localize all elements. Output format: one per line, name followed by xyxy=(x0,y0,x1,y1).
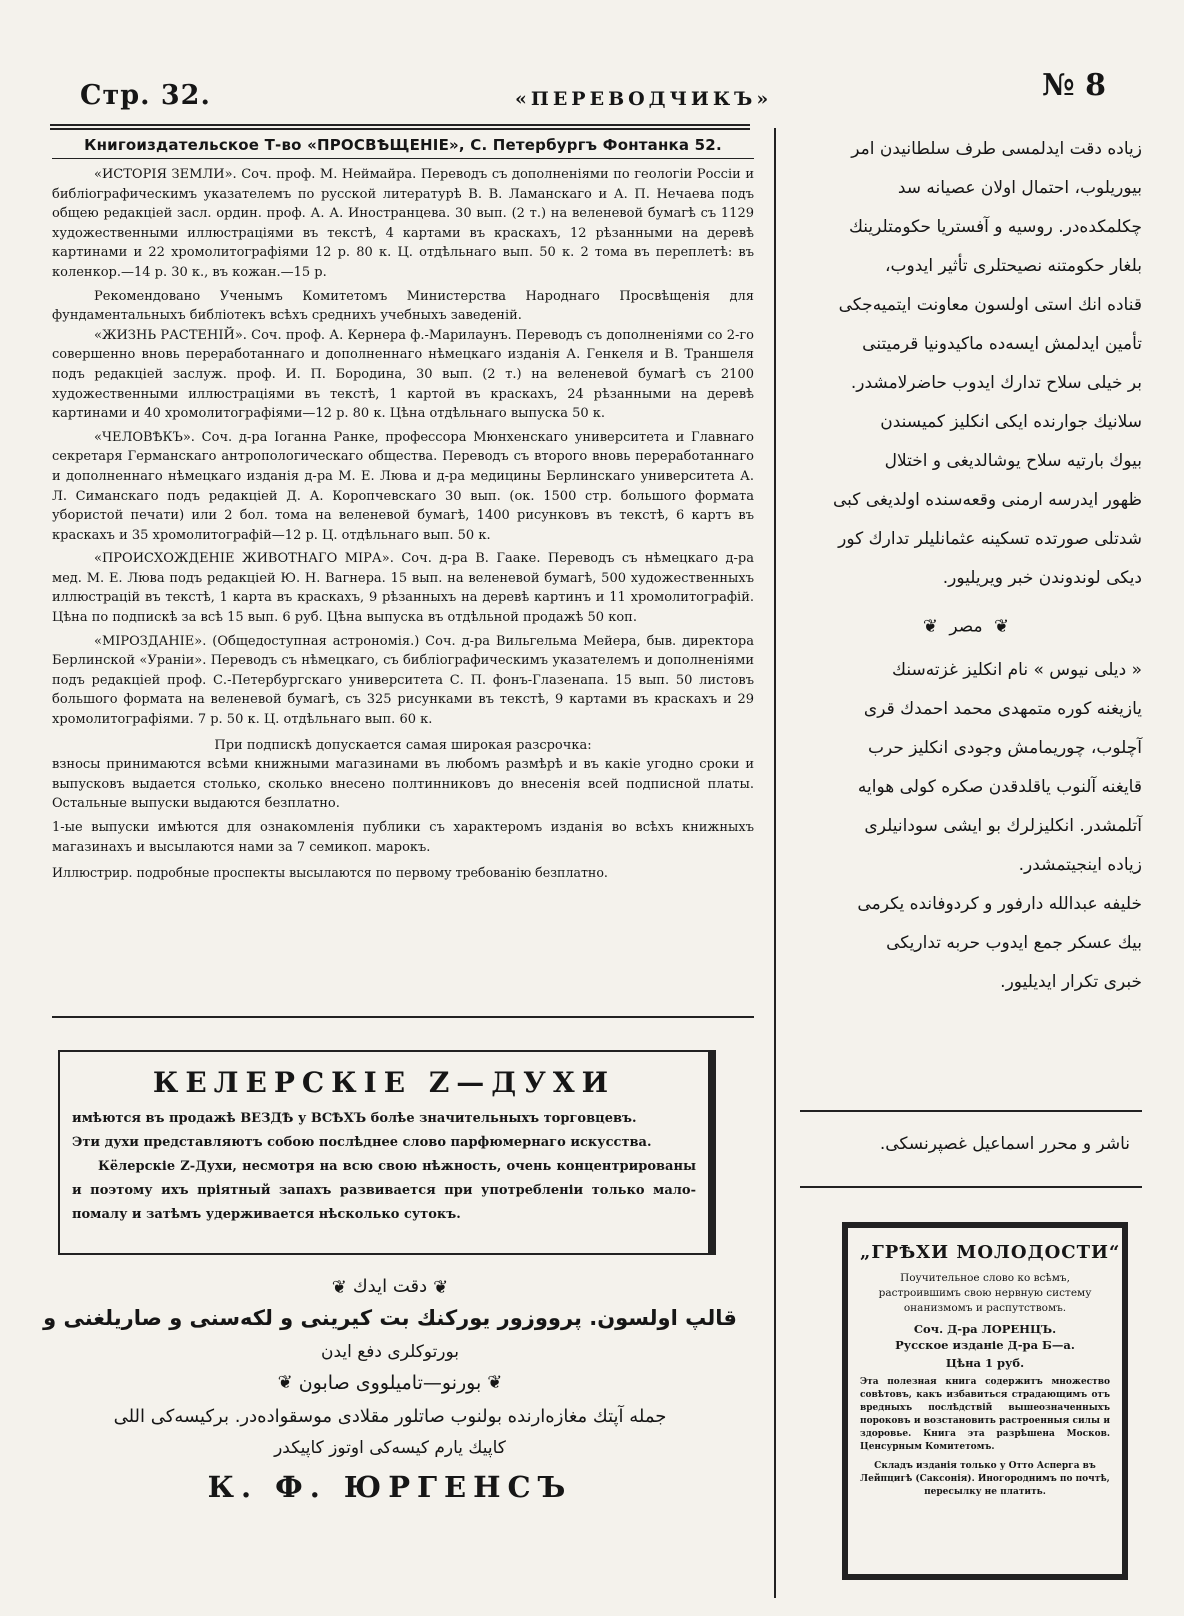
book-ad-author: Соч. Д-ра ЛОРЕНЦЪ. xyxy=(913,1322,1057,1336)
egypt-line: قایغنه آلنوب یاقلدقدن صکره کولی هوایه xyxy=(857,777,1142,797)
perfume-line-availability: имѣются въ продажѣ ВЕЗДѢ у ВСѢХЪ болѣе значительныхъ торговцевъ. xyxy=(72,1111,637,1126)
news-line: بر خیلی سلاح تدارك ایدوب حاضرلامشدر. xyxy=(850,373,1142,393)
egypt-line: بیك عسکر جمع ایدوب حربه تداریکی xyxy=(886,933,1142,953)
news-line: بیوریلوب، احتمال اولان عصیانه سد xyxy=(897,178,1142,198)
publisher-header: Книгоиздательское Т-во «ПРОСВѢЩЕНІЕ», С. Петербургъ Фонтанка 52. xyxy=(84,136,722,154)
ornament-icon: ❦ xyxy=(331,1276,347,1298)
installment-terms: взносы принимаются всѣми книжными магазинами въ любомъ размѣрѣ и въ какіе угодно сроки и выпусковъ выдается столько, сколько внесено полтинниковъ до внесенія всей подписной платы. Остальные выпуски выдаются безплатно. xyxy=(52,757,754,812)
news-line: دیکی لوندوندن خبر ویریلیور. xyxy=(942,568,1142,588)
masthead xyxy=(40,60,1144,120)
ornament-icon: ❦ xyxy=(487,1372,503,1393)
news-line: سلانیك جوارنده ایکی انکلیز کمیسندن xyxy=(880,412,1142,432)
book-ad-price: Цѣна 1 руб. xyxy=(945,1356,1025,1370)
egypt-line: خبری تکرار ایدیلیور. xyxy=(1000,972,1142,992)
soap-heading-line xyxy=(40,1276,740,1298)
book-entry-animal-origin: «ПРОИСХОЖДЕНІЕ ЖИВОТНАГО МІРА». Соч. д-ра В. Гааке. Переводъ съ нѣмецкаго д-ра мед. М. Е. Люва подъ редакціей Ю. Н. Вагнера. 15 вып. на веленевой бумагѣ, 500 художественныхъ иллюстрацій въ текстѣ, 1 карта въ краскахъ, 9 рѣзанныхъ на деревѣ картинъ и 11 хромолитографій. Цѣна по подпискѣ за всѣ 15 вып. 6 руб. Цѣна выпуска въ отдѣльной продажѣ 50 коп. xyxy=(52,551,754,626)
book-ad-footer: Складъ изданія только у Отто Асперга въ Лейпцигѣ (Саксонія). Иногороднимъ по почтѣ, пересылку не платить. xyxy=(860,1461,1110,1497)
publisher-rule-top xyxy=(800,1110,1142,1112)
perfume-title: КЕЛЕРСКІЕ Z—ДУХИ xyxy=(152,1066,616,1099)
soap-line-1: قالپ اولسون. پرووزور یورکنك بت کیرینی و لکه‌سنی و صاریلغنی و xyxy=(43,1305,737,1330)
egypt-header: مصر xyxy=(949,616,983,637)
soap-brand: К. Ф. ЮРГЕНСЪ xyxy=(207,1470,573,1504)
soap-line-3: بورنو—تامیلووی صابون xyxy=(298,1371,482,1394)
book-ad-edition: Русское изданіе Д-ра Б—а. xyxy=(895,1338,1075,1352)
recommendation-note: Рекомендовано Ученымъ Комитетомъ Министерства Народнаго Просвѣщенія для фундаментальныхъ библіотекъ всѣхъ среднихъ учебныхъ заведеній. xyxy=(52,288,754,324)
ornament-icon: ❦ xyxy=(994,616,1010,637)
book-entry-universe: «МІРОЗДАНІЕ». (Общедоступная астрономія.) Соч. д-ра Вильгельма Мейера, быв. директора Берлинской «Ураніи». Переводъ съ нѣмецкаго, съ библіографическимъ указателемъ и дополненіями подъ редакціей проф. С.-Петербургскаго университета С. П. фонъ-Глазенапа. 15 вып. 50 листовъ большого формата на веленевой бумагѣ, съ 325 рисунками въ текстѣ, 9 картами въ краскахъ и 29 хромолитографіями. 7 р. 50 к. Ц. отдѣльнаго вып. 60 к. xyxy=(52,633,754,728)
publisher-advertisement xyxy=(52,126,754,883)
column-divider xyxy=(774,128,776,1598)
ornament-icon: ❦ xyxy=(277,1372,293,1393)
book-advertisement xyxy=(842,1222,1128,1580)
egypt-line: زیاده اینجیتمشدر. xyxy=(1018,855,1142,875)
news-line: بیوك بارتیه سلاح یوشالدیغی و اختلال xyxy=(884,451,1142,471)
egypt-line: یازیغنه کوره متمهدی محمد احمدك قری xyxy=(863,699,1142,719)
soap-line-4: جمله آپتك مغازه‌ارنده بولنوب صاتلور مقلادی موسقواده‌در. برکیسه‌کی اللی xyxy=(113,1406,667,1427)
newspaper-title: «ПЕРЕВОДЧИКЪ» xyxy=(515,88,773,110)
issue-number: № 8 xyxy=(1042,68,1106,103)
book-entry-man: «ЧЕЛОВѢКЪ». Соч. д-ра Іоганна Ранке, профессора Мюнхенскаго университета и Главнаго секретаря Германскаго антропологическаго общества. Переводъ съ второго вновь переработаннаго и дополненнаго нѣмецкаго изданія д-ра М. Е. Люва и д-ра медицины Берлинскаго университета А. Л. Симанскаго подъ редакціей Д. А. Коропчевскаго 30 вып. (ок. 1500 стр. большого формата убористой печати) или 2 бол. тома на веленевой бумагѣ, 1400 рисунковъ въ текстѣ, 6 картъ въ краскахъ и 35 хромолитографій—12 р. Ц. отдѣльнаго вып. 50 к. xyxy=(52,429,754,543)
soap-line-3-wrap xyxy=(40,1366,740,1401)
news-line: تأمین ایدلمش ایسه‌ده ماکیدونیا قرمیتنی xyxy=(862,334,1142,354)
news-line: شدتلی صورتده تسکینه عثمانلیلر تدارك کور xyxy=(838,529,1142,549)
perfume-line-claim: Эти духи представляютъ собою послѣднее слово парфюмернаго искусства. xyxy=(72,1135,652,1150)
soap-advertisement xyxy=(40,1276,740,1504)
news-line: چکلمکده‌در. روسیه و آفستریا حکومتلرینك xyxy=(848,217,1142,237)
soap-line-5: کاپیك یارم کیسه‌کی اوتوز کاپیکدر xyxy=(274,1438,506,1458)
news-line: بلغار حکومتنه نصیحتلری تأثیر ایدوب، xyxy=(885,256,1142,276)
ornament-icon: ❦ xyxy=(433,1276,449,1298)
publisher-rule-bottom xyxy=(800,1186,1142,1188)
news-line: زیاده دقت ایدلمسی طرف سلطانیدن امر xyxy=(851,139,1142,159)
book-ad-title: „ГРѢХИ МОЛОДОСТИ“ xyxy=(860,1242,1121,1263)
egypt-line: آتلمشدر. انکلیزلرك بو ایشی سودانیلری xyxy=(864,816,1142,836)
book-ad-body: Эта полезная книга содержитъ множество совѣтовъ, какъ избавиться страдающимъ отъ вредныхъ послѣдствій вышеозначенныхъ пороковъ и возстановить растроенныя силы и здоровье. Книга эта разрѣшена Москов. Ценсурным Комитетомъ. xyxy=(860,1377,1110,1452)
book-ad-subtitle: Поучительное слово ко всѣмъ, растроившимъ свою нервную систему онанизмомъ и распутствомъ. xyxy=(878,1272,1092,1314)
installment-heading: При подпискѣ допускается самая широкая разсрочка: xyxy=(214,737,592,753)
soap-heading: دقت ایدك xyxy=(352,1276,428,1297)
publisher-header-rule xyxy=(52,158,754,159)
book-entry-plant-life: «ЖИЗНЬ РАСТЕНІЙ». Соч. проф. А. Кернера ф.-Марилаунъ. Переводъ съ дополненіями со 2-го совершенно вновь переработаннаго и дополненнаго нѣмецкаго изданія А. Генкеля и В. Траншеля подъ редакціей заслуж. проф. И. П. Бородина, 30 вып. (2 т.) на веленевой бумагѣ съ 2100 художественными иллюстраціями въ текстѣ, 1 картой въ краскахъ, 24 рѣзанными на деревѣ картинами и 40 хромолитографіями—12 р. 80 к. Цѣна отдѣльнаго выпуска 50 к. xyxy=(52,327,754,422)
egypt-line: خلیفه عبدالله دارفور و کردوفانده یکرمی xyxy=(857,894,1142,914)
right-column-news xyxy=(790,126,1142,1002)
news-line: ظهور ایدرسه ارمنی وقعه‌سنده اولدیغی کبی xyxy=(832,490,1142,510)
egypt-line: « دیلی نیوس » نام انکلیز غزته‌سنك xyxy=(892,660,1142,680)
perfume-advertisement xyxy=(58,1050,716,1255)
page-number: Стр. 32. xyxy=(80,80,211,111)
book-entry-earth-history: «ИСТОРІЯ ЗЕМЛИ». Соч. проф. М. Неймайра. Переводъ съ дополненіями по геологіи Россіи и библіографическимъ указателемъ по русской литературѣ В. В. Ламанскаго и А. П. Нечаева подъ общею редакціей засл. ордин. проф. А. А. Иностранцева. 30 вып. (2 т.) на веленевой бумагѣ съ 1129 художественными иллюстраціями въ текстѣ, 4 картами въ краскахъ, 12 рѣзанными на деревѣ картинами и 22 хромолитографіями 12 р. 80 к. Ц. отдѣльнаго вып. 50 к. 2 тома въ переплетѣ: въ коленкор.—14 р. 30 к., въ кожан.—15 р. xyxy=(52,167,754,280)
egypt-line: آچلوب، چوریمامش وجودی انکلیز حرب xyxy=(867,738,1142,758)
ornament-icon: ❦ xyxy=(922,616,938,637)
first-issues-note: 1-ые выпуски имѣются для ознакомленія публики съ характеромъ изданія во всѣхъ книжныхъ магазинахъ и высылаются нами за 7 семикоп. марокъ. xyxy=(52,820,754,855)
soap-line-2: بورتوکلری دفع ایدن xyxy=(320,1341,460,1362)
left-section-rule xyxy=(52,1016,754,1018)
prospectus-note: Иллюстрир. подробные проспекты высылаются по первому требованію безплатно. xyxy=(52,865,608,881)
perfume-line-description: Кёлерскіе Z-Духи, несмотря на всю свою нѣжность, очень концентрированы и поэтому ихъ пріятный запахъ развивается при употребленіи только мало-помалу и затѣмъ удерживается нѣсколько сутокъ. xyxy=(72,1159,696,1222)
news-line: قناده انك استی اولسون معاونت ایتمیه‌جکی xyxy=(838,295,1142,315)
publisher-credit: ناشر و محرر اسماعیل غصپرنسکی. xyxy=(879,1134,1130,1154)
egypt-section-header xyxy=(790,616,1142,637)
